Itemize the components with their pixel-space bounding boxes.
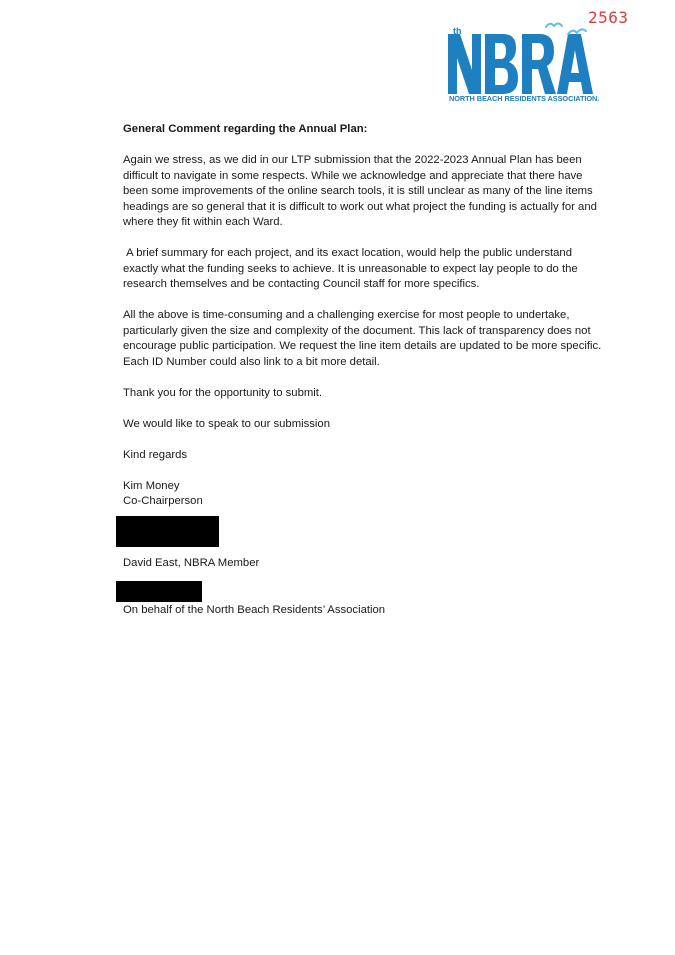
paragraph-2: A brief summary for each project, and its exact location, would help the public understand exactly what the funding seeks to achieve. It is unreasonable to expect lay people to do the research themselves and be contacting Council staff for more specifics. (123, 247, 581, 290)
thanks-line: Thank you for the opportunity to submit. (123, 386, 323, 399)
letter-body (123, 122, 603, 510)
speak-request-line: We would like to speak to our submission (123, 417, 331, 430)
redacted-signature-2 (116, 581, 202, 602)
signer-1-name: Kim Money (123, 479, 180, 492)
svg-text:th: th (453, 26, 462, 36)
page-number: 2563 (588, 8, 629, 27)
signer-1-title: Co-Chairperson (123, 495, 203, 507)
letter-heading: General Comment regarding the Annual Plan: (123, 123, 368, 135)
logo-tagline: NORTH BEACH RESIDENTS ASSOCIATION. (449, 94, 600, 103)
signer-2: David East, NBRA Member (123, 557, 260, 569)
redacted-signature-1 (116, 516, 219, 547)
paragraph-3: All the above is time-consuming and a challenging exercise for most people to undertake, particularly given the size and complexity of the document. This lack of transparency does not encourage public participation. We request the line item details are updated to be more specific. Each ID Number could also link to a bit more detail. (123, 309, 602, 368)
sign-off: Kind regards (123, 448, 188, 461)
on-behalf-line: On behalf of the North Beach Residents’ Association (123, 604, 386, 616)
nbra-logo (446, 18, 600, 106)
seagull-icon (544, 18, 588, 38)
paragraph-1: Again we stress, as we did in our LTP submission that the 2022-2023 Annual Plan has been difficult to navigate in some respects. While we acknowledge and appreciate that there have been some improvements of the online search tools, it is still unclear as many of the line items headings are so general that it is difficult to work out what project the funding is actually for and where they fit within each Ward. (123, 154, 597, 228)
